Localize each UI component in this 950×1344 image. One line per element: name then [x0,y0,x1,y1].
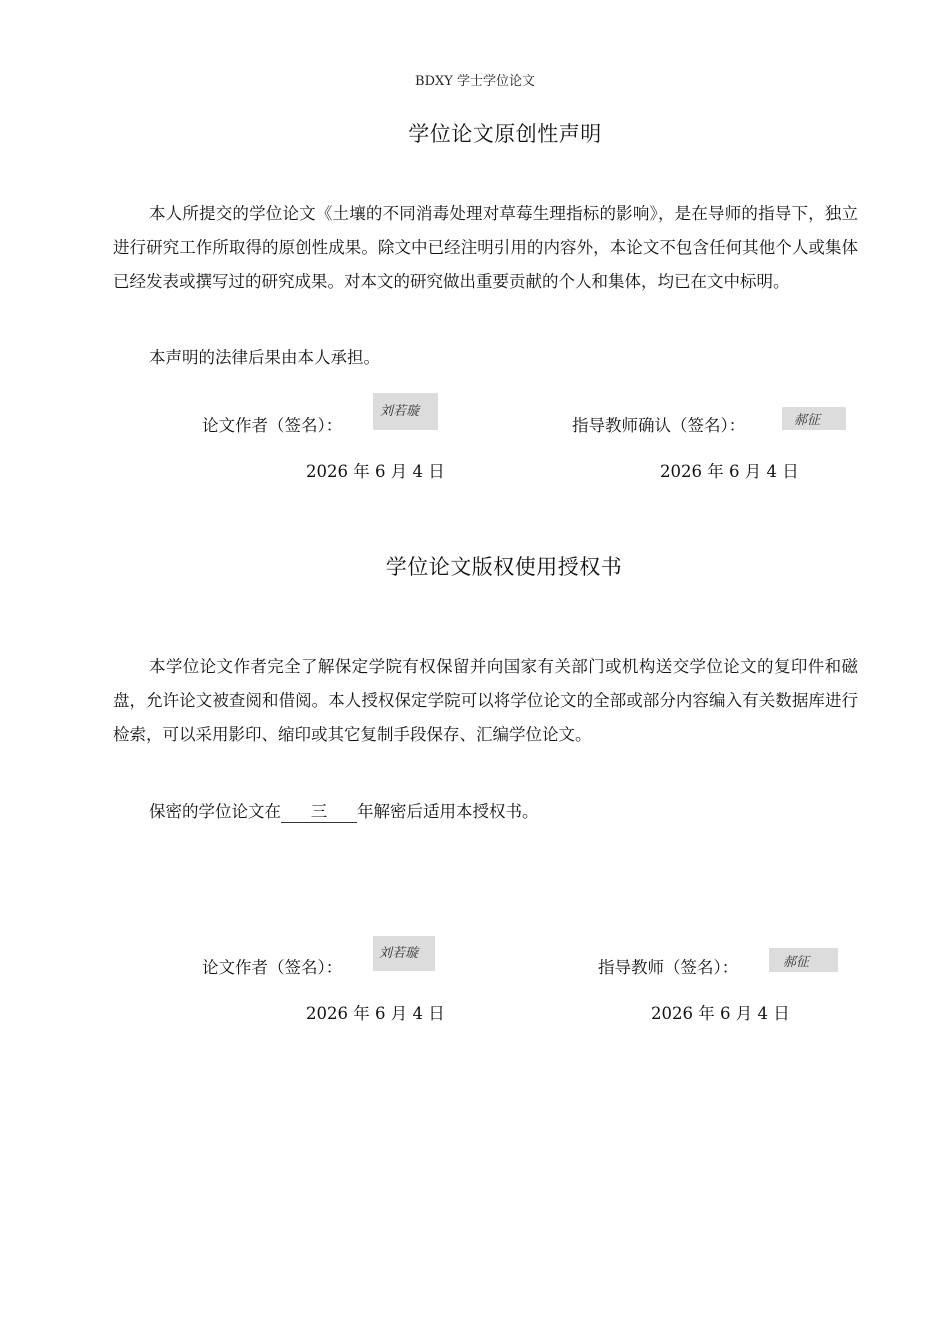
declaration-supervisor-signature: 郝征 [794,413,821,428]
page-header: BDXY 学士学位论文 [415,74,535,89]
declaration-author-label: 论文作者（签名）： [202,416,343,435]
declaration-paragraph-1: 本人所提交的学位论文《土壤的不同消毒处理对草莓生理指标的影响》，是在导师的指导下，独立进行研究工作所取得的原创性成果。除文中已经注明引用的内容外，本论文不包含任何其他个人或集体已经发表或撰写过的研究成果。对本文的研究做出重要贡献的个人和集体，均已在文中标明。 [113,204,858,291]
authorization-supervisor-signature-image [769,948,838,972]
declaration-author-signature-image [373,393,438,430]
declaration-supervisor-label: 指导教师确认（签名）： [572,416,746,435]
authorization-supervisor-date: 2026 年 6 月 4 日 [651,1004,790,1023]
authorization-author-signature-image [373,936,435,971]
declaration-supervisor-date: 2026 年 6 月 4 日 [660,462,799,481]
authorization-supervisor-label: 指导教师（签名）： [598,958,739,977]
confidential-prefix: 保密的学位论文在 [149,802,281,821]
confidential-statement [113,795,858,829]
confidential-years-field: 三 [281,802,357,823]
declaration-paragraph-2: 本声明的法律后果由本人承担。 [149,348,380,367]
authorization-author-label: 论文作者（签名）： [202,958,343,977]
declaration-author-date: 2026 年 6 月 4 日 [306,462,445,481]
authorization-supervisor-signature: 郝征 [783,955,810,970]
declaration-supervisor-signature-image [782,407,846,430]
authorization-author-date: 2026 年 6 月 4 日 [306,1004,445,1023]
authorization-title: 学位论文版权使用授权书 [385,555,623,579]
declaration-author-signature: 刘若璇 [380,404,420,419]
confidential-suffix: 年解密后适用本授权书。 [357,802,539,821]
declaration-title: 学位论文原创性声明 [408,122,602,146]
authorization-paragraph-1: 本学位论文作者完全了解保定学院有权保留并向国家有关部门或机构送交学位论文的复印件和磁盘，允许论文被查阅和借阅。本人授权保定学院可以将学位论文的全部或部分内容编入有关数据库进行检索，可以采用影印、缩印或其它复制手段保存、汇编学位论文。 [113,657,858,744]
authorization-author-signature: 刘若璇 [379,946,419,961]
